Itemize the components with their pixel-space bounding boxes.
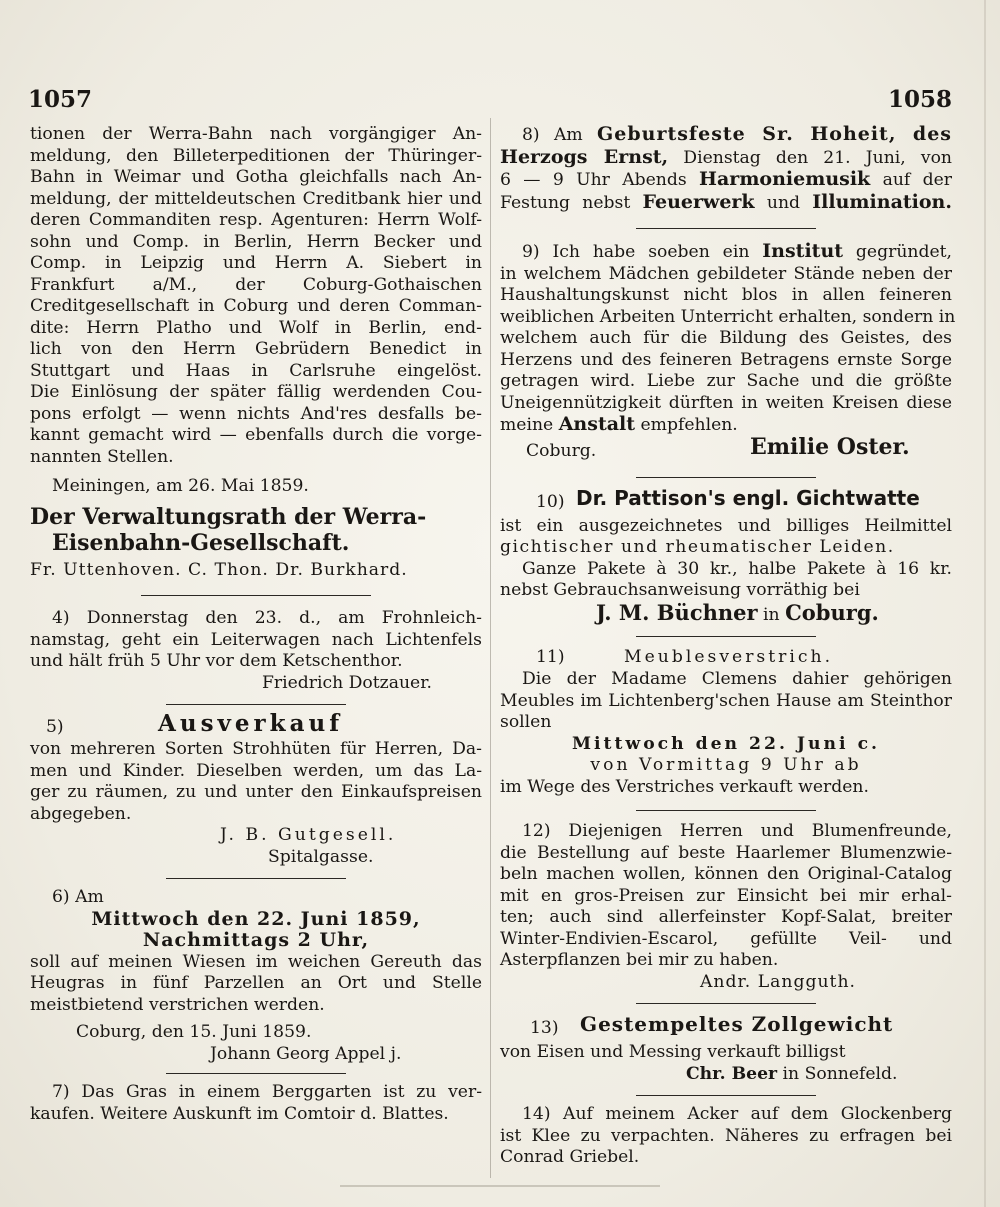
text-line: getragen wird. Liebe zur Sache und die größte (500, 371, 952, 391)
ad-7 (30, 1082, 482, 1125)
ad-headline: Ausverkauf (158, 710, 344, 737)
address: Spitalgasse. (268, 846, 374, 867)
highlight: Harmoniemusik (699, 168, 871, 190)
ad-headline: Gestempeltes Zollgewicht (580, 1012, 894, 1036)
text-line: ger zu räumen, zu und unter den Einkaufspreisen (30, 782, 482, 802)
text-line: Uneigennützigkeit dürften in weiten Kreisen diese (500, 392, 952, 413)
auction-date: Mittwoch den 22. Juni 1859, (91, 907, 421, 930)
text-line: gichtischer und rheumatischer Leiden. (500, 537, 895, 557)
signature: Friedrich Dotzauer. (261, 672, 432, 693)
text-line: namstag, geht ein Leiterwagen nach Lichtenfels (30, 629, 482, 650)
ad-number: 11) (536, 647, 565, 667)
signature: Johann Georg Appel j. (210, 1043, 402, 1064)
text-line: kaufen. Weitere Auskunft im Comtoir d. Blattes. (30, 1103, 449, 1124)
ad-4 (30, 608, 482, 694)
text-fragment: Festung nebst (500, 192, 631, 213)
highlight: J. M. Büchner (596, 599, 758, 625)
text-line: tionen der Werra-Bahn nach vorgängiger An- (30, 124, 482, 144)
text-line: 7) Das Gras in einem Berggarten ist zu ver- (52, 1082, 482, 1102)
text-line: und hält früh 5 Uhr vor dem Ketschenthor. (30, 651, 403, 671)
text-line: Die der Madame Clemens dahier gehörigen (522, 669, 952, 689)
highlight: Herzogs Ernst, (500, 145, 669, 168)
text-line: deren Commanditen resp. Agenturen: Herrn Wolf- (30, 210, 482, 230)
signature: Andr. Langguth. (700, 971, 856, 992)
text-line: pons erfolgt — wenn nichts And'res desfalls be- (30, 403, 482, 424)
text-line: Conrad Griebel. (500, 1147, 640, 1167)
text-line: Die Einlösung der später fällig werdenden Cou- (30, 382, 482, 402)
page-edge-shadow (984, 0, 986, 1207)
text-line: men und Kinder. Dieselben werden, um das La- (30, 760, 482, 781)
ad-lead: 8) Am (522, 125, 583, 145)
text-line: Winter-Endivien-Escarol, gefüllte Veil- und (500, 928, 952, 949)
text-line: lich von den Herrn Gebrüdern Benedict in (30, 339, 482, 359)
ad-6 (30, 887, 482, 1065)
text-line: in welchem Mädchen gebildeter Stände neben der (500, 263, 952, 284)
place-date: Coburg, den 15. Juni 1859. (76, 1022, 312, 1042)
text-line: sollen (500, 712, 552, 732)
text-fragment: 6 — 9 Uhr Abends (500, 170, 687, 190)
ad-13 (500, 1014, 952, 1085)
text-fragment: empfehlen. (640, 415, 738, 435)
separator-rule (141, 595, 371, 596)
ad-number: 5) (46, 717, 64, 737)
text-line (500, 124, 952, 147)
ad-number: 13) (530, 1018, 559, 1038)
ad-11 (500, 645, 952, 798)
text-fragment: auf der (882, 170, 952, 190)
auction-time: von Vormittag 9 Uhr ab (590, 755, 862, 775)
ad-headline: Dr. Pattison's engl. Gichtwatte (576, 485, 920, 510)
text-line (500, 147, 952, 170)
text-fragment: in Sonnefeld. (782, 1063, 898, 1084)
text-line: Haushaltungskunst nicht blos in allen feineren (500, 285, 952, 305)
board-title: Der Verwaltungsrath der Werra- (30, 503, 427, 530)
text-line: 6) Am (52, 887, 104, 907)
page-number-right: 1058 (887, 86, 952, 113)
board-members: Fr. Uttenhoven. C. Thon. Dr. Burkhard. (30, 559, 408, 580)
ad-14 (500, 1104, 952, 1169)
highlight: Illumination. (812, 190, 952, 213)
auction-time: Nachmittags 2 Uhr, (142, 929, 370, 951)
text-line: Creditgesellschaft in Coburg und deren Comman- (30, 296, 482, 316)
separator-rule (166, 1073, 346, 1074)
left-column (30, 124, 482, 1125)
bottom-rule (340, 1185, 660, 1187)
text-line: 4) Donnerstag den 23. d., am Frohnleich- (52, 608, 482, 628)
column-divider (490, 118, 491, 1178)
ad-10 (500, 485, 952, 627)
text-line: die Bestellung auf beste Haarlemer Blumenzwie- (500, 842, 952, 863)
text-line: Heugras in fünf Parzellen an Ort und Stelle (30, 973, 482, 993)
text-line: Meubles im Lichtenberg'schen Hause am Steinthor (500, 690, 952, 711)
text-line: nannten Stellen. (30, 446, 174, 467)
place-date: Meiningen, am 26. Mai 1859. (52, 476, 309, 496)
text-line: Bahn in Weimar und Gotha gleichfalls nach An- (30, 167, 482, 187)
railway-notice-text (30, 124, 482, 468)
text-line: 14) Auf meinem Acker auf dem Glockenberg (522, 1104, 952, 1124)
signature: Emilie Oster. (750, 433, 910, 460)
text-line: von mehreren Sorten Strohhüten für Herren, Da- (30, 739, 482, 759)
text-line: Stuttgart und Haas in Carlsruhe eingelöst. (30, 360, 482, 381)
text-line (500, 241, 952, 264)
text-line: 12) Diejenigen Herren und Blumenfreunde, (522, 821, 952, 841)
separator-rule (636, 477, 816, 478)
text-line: abgegeben. (30, 803, 132, 824)
highlight: Institut (762, 240, 844, 262)
highlight: Geburtsfeste Sr. Hoheit, des (597, 123, 953, 145)
text-fragment: in (763, 604, 780, 625)
page-number-left: 1057 (28, 86, 93, 113)
separator-rule (166, 704, 346, 705)
ad-12 (500, 821, 952, 993)
text-line: sohn und Comp. in Berlin, Herrn Becker und (30, 231, 482, 252)
text-line: Asterpflanzen bei mir zu haben. (500, 950, 779, 970)
ad-headline: Meublesverstrich. (624, 647, 834, 667)
separator-rule (636, 636, 816, 637)
right-column (500, 123, 956, 1169)
highlight: Feuerwerk (642, 190, 755, 213)
text-line: im Wege des Verstriches verkauft werden. (500, 776, 869, 797)
separator-rule (636, 228, 816, 229)
text-line: meldung, den Billeterpeditionen der Thüringer- (30, 145, 482, 166)
text-line: meistbietend verstrichen werden. (30, 994, 325, 1015)
text-fragment: 9) Ich habe soeben ein (522, 242, 750, 262)
text-line: soll auf meinen Wiesen im weichen Gereuth das (30, 951, 482, 972)
text-line: meldung, der mitteldeutschen Creditbank hier und (30, 188, 482, 209)
text-line: kannt gemacht wird — ebenfalls durch die vorge- (30, 425, 482, 445)
highlight: Chr. Beer (686, 1063, 778, 1084)
text-line: von Eisen und Messing verkauft billigst (500, 1042, 846, 1062)
place: Coburg. (526, 440, 597, 461)
text-line: welchem auch für die Bildung des Geistes, des (500, 328, 952, 348)
text-line: Frankfurt a/M., der Coburg-Gothaischen (30, 274, 482, 295)
ad-number: 10) (536, 491, 565, 512)
separator-rule (636, 1095, 816, 1096)
text-fragment: gegründet, (855, 242, 952, 262)
separator-rule (166, 878, 346, 879)
text-line (500, 192, 952, 215)
text-line: beln machen wollen, können den Original-Catalog (500, 864, 952, 884)
separator-rule (636, 810, 816, 811)
text-line: weiblichen Arbeiten Unterricht erhalten, sondern in (500, 306, 956, 327)
text-line: dite: Herrn Platho und Wolf in Berlin, end- (30, 317, 482, 338)
highlight: Coburg. (785, 599, 879, 625)
text-line: ist ein ausgezeichnetes und billiges Heilmittel (500, 515, 952, 536)
signature (500, 1064, 952, 1086)
separator-rule (636, 1003, 816, 1004)
highlight: Anstalt (558, 413, 636, 435)
text-fragment: und (766, 192, 801, 213)
text-fragment: Dienstag den 21. Juni, von (683, 147, 952, 168)
board-title-cont: Eisenbahn-Gesellschaft. (52, 529, 350, 556)
ad-5 (30, 710, 482, 868)
price-line: Ganze Pakete à 30 kr., halbe Pakete à 16 kr. (522, 558, 952, 579)
text-line: ist Klee zu verpachten. Näheres zu erfragen bei (500, 1125, 952, 1146)
text-line: Herzens und des feineren Betragens ernste Sorge (500, 349, 952, 370)
text-line: mit en gros-Preisen zur Einsicht bei mir erhal- (500, 885, 952, 906)
ad-8 (500, 124, 952, 214)
text-fragment: meine (500, 415, 554, 435)
text-line (500, 169, 952, 192)
signature: J. B. Gutgesell. (220, 825, 397, 845)
ad-9 (500, 240, 956, 465)
signature (500, 599, 952, 627)
text-line: ten; auch sind allerfeinster Kopf-Salat, breiter (500, 907, 952, 927)
auction-date: Mittwoch den 22. Juni c. (571, 733, 881, 754)
text-line: Comp. in Leipzig und Herrn A. Siebert in (30, 253, 482, 273)
text-line: nebst Gebrauchsanweisung vorräthig bei (500, 580, 860, 600)
